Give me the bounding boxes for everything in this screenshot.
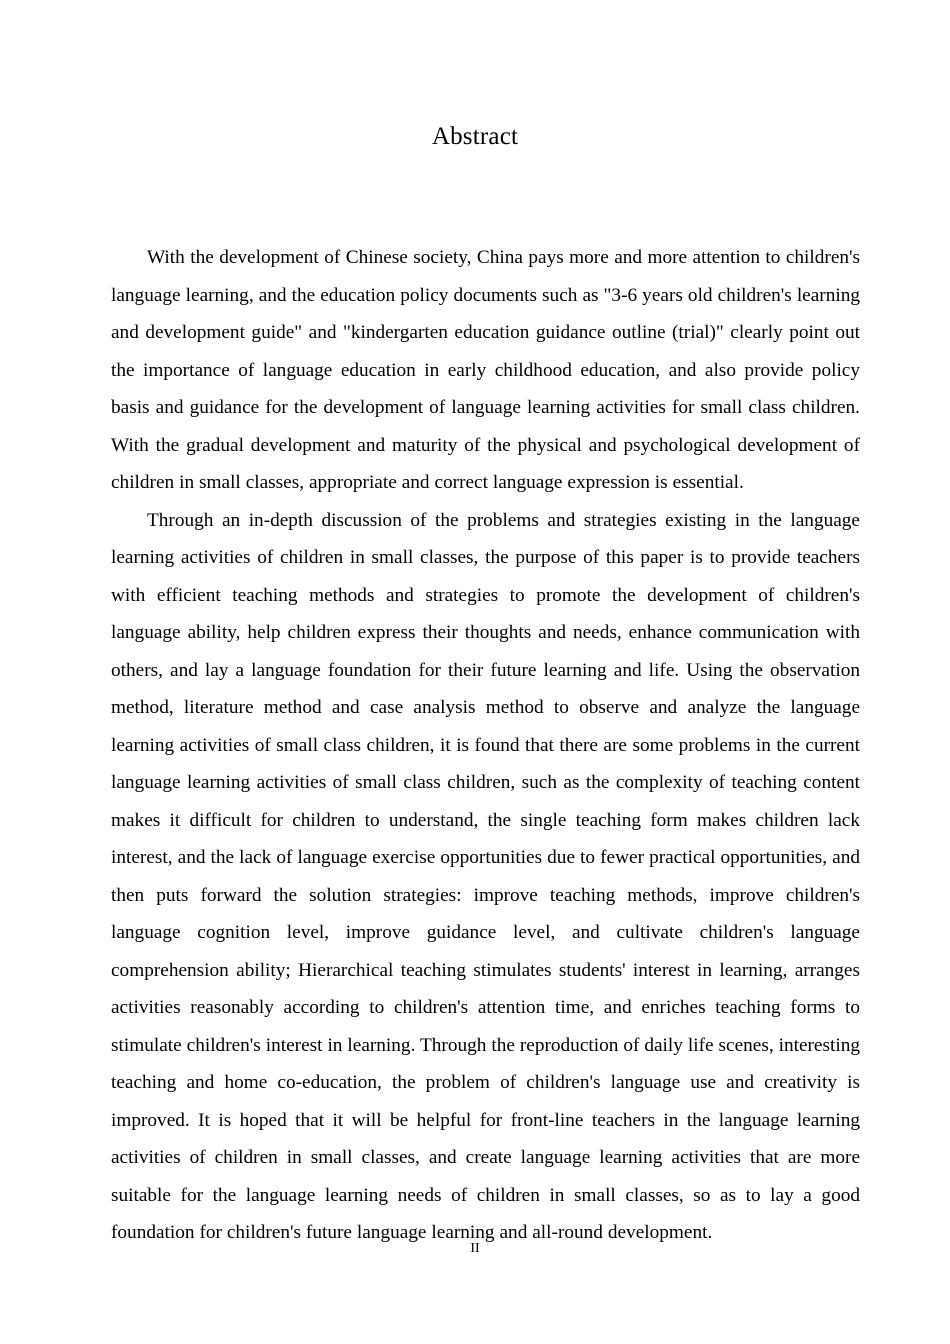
abstract-body	[111, 239, 860, 1252]
page-title: Abstract	[431, 123, 519, 150]
paragraph: Through an in-depth discussion of the problems and strategies existing in the language learning activities of children in small classes, the purpose of this paper is to provide teachers with efficient teaching methods and strategies to promote the development of children's language ability, help children express their thoughts and needs, enhance communication with others, and lay a language foundation for their future learning and life. Using the observation method, literature method and case analysis method to observe and analyze the language learning activities of small class children, it is found that there are some problems in the current language learning activities of small class children, such as the complexity of teaching content makes it difficult for children to understand, the single teaching form makes children lack interest, and the lack of language exercise opportunities due to fewer practical opportunities, and then puts forward the solution strategies: improve teaching methods, improve children's language cognition level, improve guidance level, and cultivate children's language comprehension ability; Hierarchical teaching stimulates students' interest in learning, arranges activities reasonably according to children's attention time, and enriches teaching forms to stimulate children's interest in learning. Through the reproduction of daily life scenes, interesting teaching and home co-education, the problem of children's language use and creativity is improved. It is hoped that it will be helpful for front-line teachers in the language learning activities of children in small classes, and create language learning activities that are more suitable for the language learning needs of children in small classes, so as to lay a good foundation for children's future language learning and all-round development.	[111, 509, 860, 1243]
paragraph: With the development of Chinese society, China pays more and more attention to children's language learning, and the education policy documents such as "3-6 years old children's learning and development guide" and "kindergarten education guidance outline (trial)" clearly point out the importance of language education in early childhood education, and also provide policy basis and guidance for the development of language learning activities for small class children. With the gradual development and maturity of the physical and psychological development of children in small classes, appropriate and correct language expression is essential.	[111, 247, 860, 493]
page-number: II	[470, 1241, 480, 1256]
